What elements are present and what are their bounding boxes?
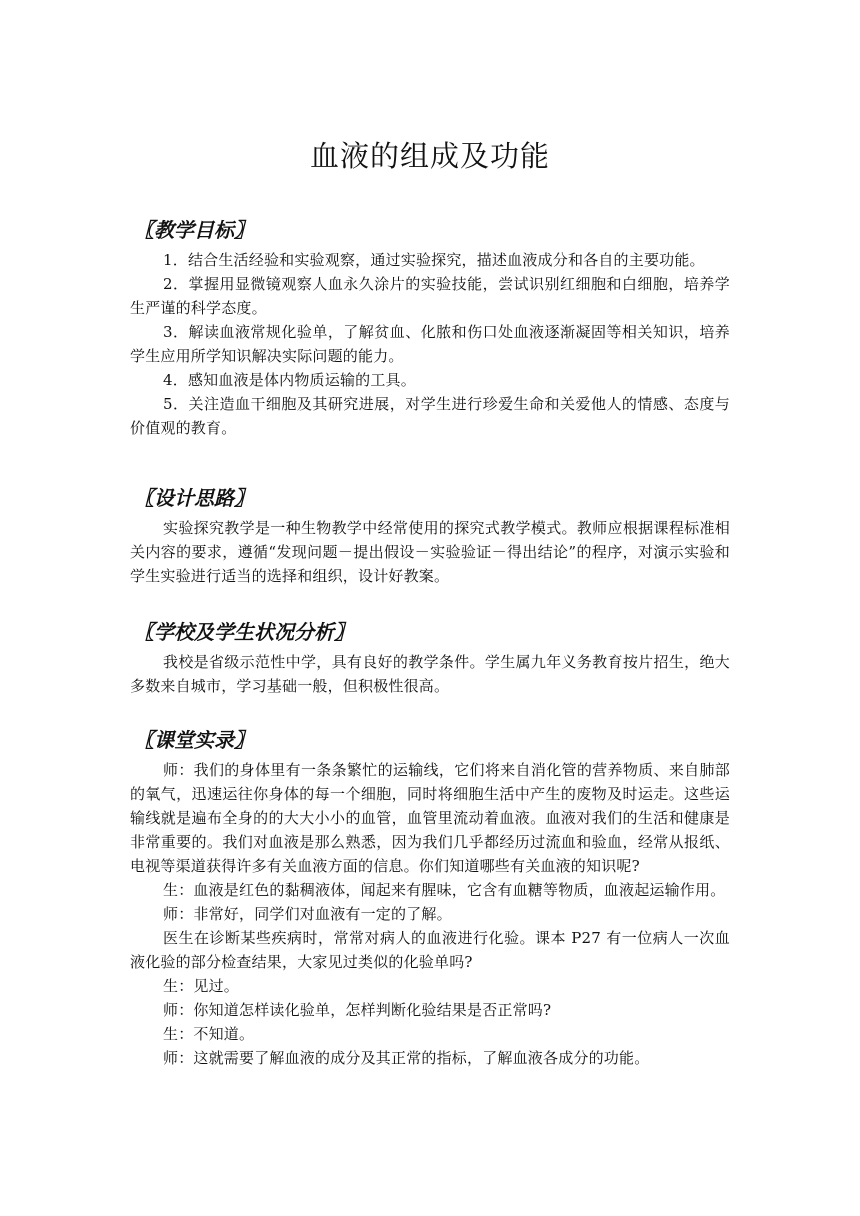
paragraph: 生：血液是红色的黏稠液体，闻起来有腥味，它含有血糖等物质，血液起运输作用。 bbox=[163, 881, 726, 899]
paragraph: 生：不知道。 bbox=[163, 1025, 255, 1043]
section-heading: 〖学校及学生状况分析〗 bbox=[134, 620, 354, 644]
section-heading: 〖设计思路〗 bbox=[134, 486, 254, 510]
page-title: 血液的组成及功能 bbox=[309, 139, 550, 173]
paragraph: 医生在诊断某些疾病时，常常对病人的血液进行化验。课本 P27 有一位病人一次血液化验的部分检查结果，大家见过类似的化验单吗? bbox=[130, 929, 730, 971]
paragraph: 我校是省级示范性中学，具有良好的教学条件。学生属九年义务教育按片招生，绝大多数来自城市，学习基础一般，但积极性很高。 bbox=[130, 653, 730, 695]
section-design-ideas bbox=[130, 484, 730, 588]
paragraph: 师：我们的身体里有一条条繁忙的运输线，它们将来自消化管的营养物质、来自肺部的氧气，迅速运往你身体的每一个细胞，同时将细胞生活中产生的废物及时运走。这些运输线就是遍布全身的的大大小小的血管，血管里流动着血液。血液对我们的生活和健康是非常重要的。我们对血液是那么熟悉，因为我们几乎都经历过流血和验血，经常从报纸、电视等渠道获得许多有关血液方面的信息。你们知道哪些有关血液的知识呢? bbox=[130, 761, 730, 875]
section-classroom-record bbox=[130, 726, 730, 1070]
paragraph: 4．感知血液是体内物质运输的工具。 bbox=[163, 371, 416, 389]
paragraph: 实验探究教学是一种生物教学中经常使用的探究式教学模式。教师应根据课程标准相关内容的要求，遵循“发现问题－提出假设－实验验证－得出结论”的程序，对演示实验和学生实验进行适当的选择和组织，设计好教案。 bbox=[130, 519, 730, 585]
paragraph: 5．关注造血干细胞及其研究进展，对学生进行珍爱生命和关爱他人的情感、态度与价值观的教育。 bbox=[130, 395, 730, 437]
paragraph: 生：见过。 bbox=[163, 977, 240, 995]
section-teaching-goals bbox=[130, 216, 730, 440]
paragraph: 师：非常好，同学们对血液有一定的了解。 bbox=[163, 905, 452, 923]
paragraph: 3．解读血液常规化验单，了解贫血、化脓和伤口处血液逐渐凝固等相关知识，培养学生应用所学知识解决实际问题的能力。 bbox=[130, 323, 730, 365]
paragraph: 师：你知道怎样读化验单，怎样判断化验结果是否正常吗? bbox=[163, 1001, 552, 1019]
section-heading: 〖课堂实录〗 bbox=[134, 728, 254, 752]
section-heading: 〖教学目标〗 bbox=[134, 218, 254, 242]
section-school-analysis bbox=[130, 618, 730, 698]
paragraph: 2．掌握用显微镜观察人血永久涂片的实验技能，尝试识别红细胞和白细胞，培养学生严谨的科学态度。 bbox=[130, 275, 730, 317]
paragraph: 师：这就需要了解血液的成分及其正常的指标，了解血液各成分的功能。 bbox=[163, 1049, 650, 1067]
paragraph: 1．结合生活经验和实验观察，通过实验探究，描述血液成分和各自的主要功能。 bbox=[163, 251, 705, 269]
